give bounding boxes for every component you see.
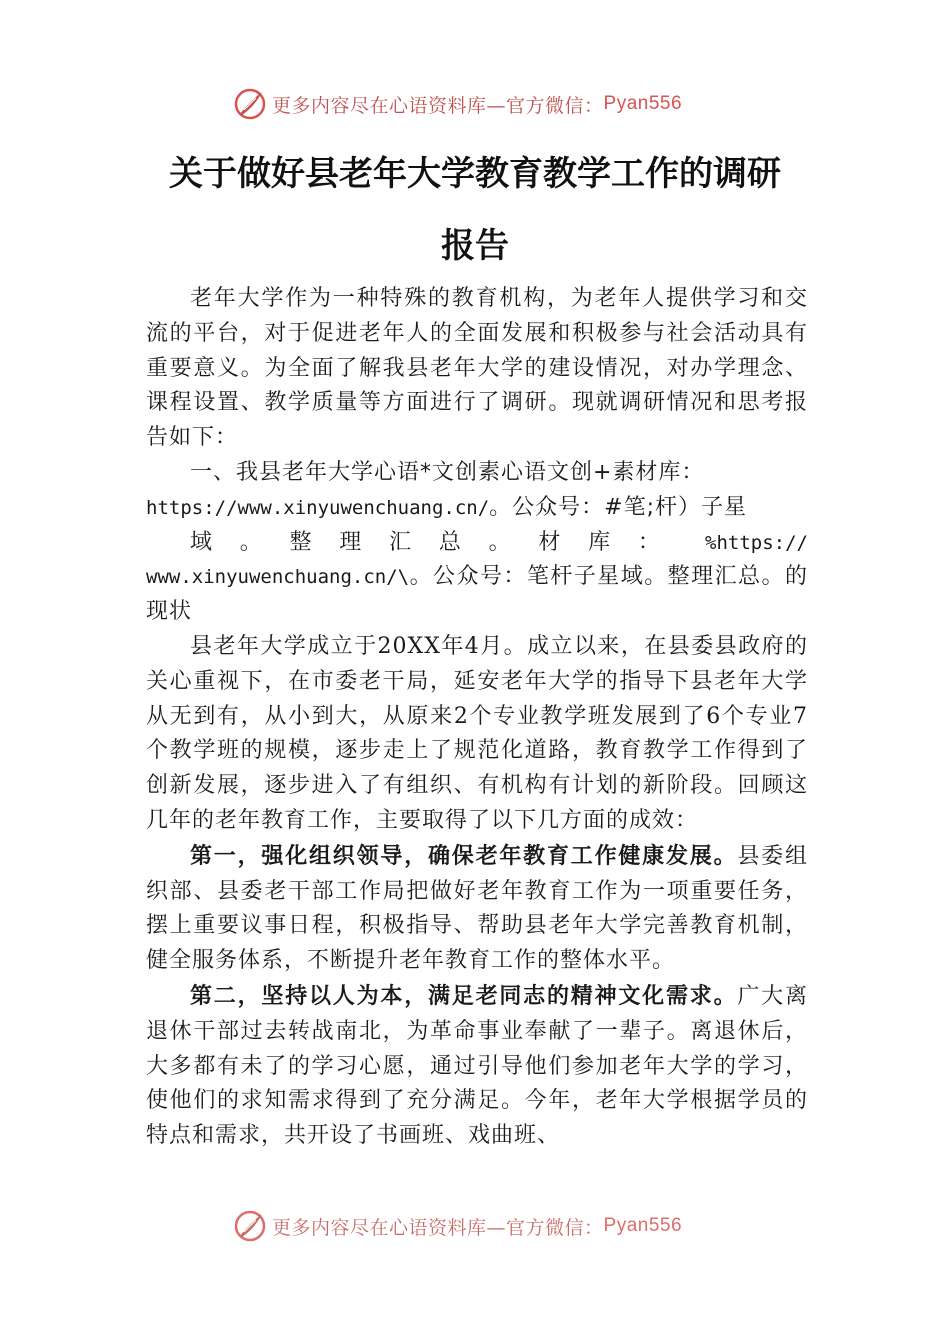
intro-paragraph: 老年大学作为一种特殊的教育机构，为老年人提供学习和交流的平台，对于促进老年人的全面发展和积极参与社会活动具有重要意义。为全面了解我县老年大学的建设情况，对办学理念、课程设置、教学质量等方面进行了调研。现就调研情况和思考报告如下：: [146, 286, 808, 451]
watermark-handle: Pyan556: [603, 1215, 683, 1236]
watermark-footer: [232, 1206, 752, 1246]
heading1-line-2: [146, 491, 808, 526]
point-2-heading: 第二，坚持以人为本，满足老同志的精神文化需求。: [190, 982, 738, 1009]
heading1-url-1: https://www.xinyuwenchuang.cn/: [146, 496, 490, 519]
watermark-text: 更多内容尽在心语资料库—官方微信：: [272, 1216, 604, 1239]
heading1-url-2-lead: %https://: [705, 531, 808, 554]
heading1-spread: 域 。 整 理 汇 总 。 材 库 ：: [190, 529, 671, 555]
watermark-header: [232, 84, 752, 124]
watermark-text: 更多内容尽在心语资料库—官方微信：: [272, 94, 604, 117]
heading1-part-b: 。公众号：#笔;杆）子星: [489, 494, 748, 520]
point-2-text: 广大离退休干部过去转战南北，为革命事业奉献了一辈子。离退休后，大多都有未了的学习心愿，通过引导他们参加老年大学的学习，使他们的求知需求得到了充分满足。今年，老年大学根据学员的特点和需求，共开设了书画班、戏曲班、: [146, 983, 808, 1149]
heading1-part-a: 一、我县老年大学心语*文创素心语文创+素材库：: [190, 459, 705, 485]
heading1-line-4: [146, 560, 808, 630]
heading1-line-3: [146, 526, 808, 561]
document-body: [146, 282, 808, 1154]
point-2-paragraph: [146, 979, 808, 1154]
point-1-paragraph: [146, 839, 808, 979]
watermark-handle: Pyan556: [603, 93, 683, 114]
quill-logo-icon: [232, 86, 268, 122]
heading1-part-c: 。公众号：笔杆子星域。整理汇总。的现状: [146, 564, 808, 625]
heading1-url-2: www.xinyuwenchuang.cn/\: [146, 566, 410, 589]
doc-title-line-2: 报告: [441, 226, 509, 266]
point-1-heading: 第一，强化组织领导，确保老年教育工作健康发展。: [190, 842, 738, 869]
doc-title-line-1: 关于做好县老年大学教育教学工作的调研: [169, 154, 781, 194]
status-paragraph: 县老年大学成立于20XX年4月。成立以来，在县委县政府的关心重视下，在市委老干局，延安老年大学的指导下县老年大学从无到有，从小到大，从原来2个专业教学班发展到了6个专业7个教学班的规模，逐步走上了规范化道路，教育教学工作得到了创新发展，逐步进入了有组织、有机构有计划的新阶段。回顾这几年的老年教育工作，主要取得了以下几方面的成效：: [146, 633, 808, 833]
quill-logo-icon: [232, 1208, 268, 1244]
point-1-text: 县委组织部、县委老干部工作局把做好老年教育工作为一项重要任务，摆上重要议事日程，积极指导、帮助县老年大学完善教育机制，健全服务体系，不断提升老年教育工作的整体水平。: [146, 843, 808, 974]
section-heading-1: [146, 456, 808, 491]
